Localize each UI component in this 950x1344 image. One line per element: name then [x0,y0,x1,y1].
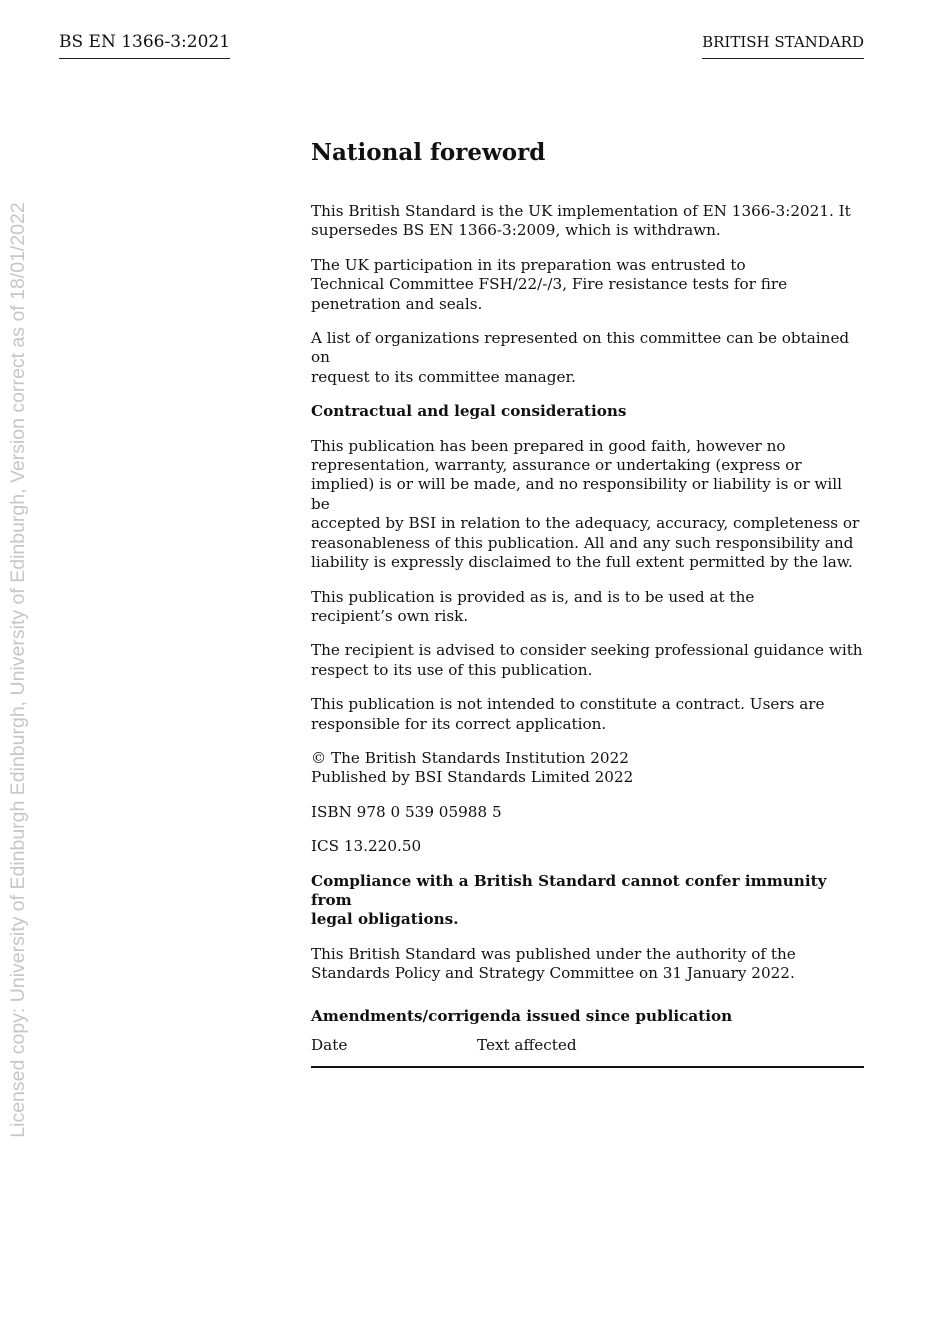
guidance-paragraph: The recipient is advised to consider seeking professional guidance with respect to its use of this publication. [311,641,863,679]
participation-paragraph: The UK participation in its preparation was entrusted to Technical Committee FSH/22/-/3, Fire resistance tests for fire penetration and seals. [311,255,788,313]
isbn-text: ISBN 978 0 539 05988 5 [311,802,502,821]
committee-paragraph: A list of organizations represented on this committee can be obtained on request to its committee manager. [311,329,850,386]
implementation-paragraph: This British Standard is the UK implementation of EN 1366-3:2021. It supersedes BS EN 1366-3:2009, which is withdrawn. [311,202,851,240]
amendments-date-header: Date [311,1036,348,1054]
contractual-heading: Contractual and legal considerations [311,402,627,421]
header-label: BRITISH STANDARD [702,31,864,59]
page-title: National foreword [311,139,546,166]
compliance-statement: Compliance with a British Standard cannot confer immunity from legal obligations. [311,871,827,929]
header-doc-ref: BS EN 1366-3:2021 [59,31,230,59]
contract-paragraph: This publication is not intended to constitute a contract. Users are responsible for its correct application. [311,695,825,733]
amendments-table [311,1036,864,1068]
risk-paragraph: This publication is provided as is, and is to be used at the recipient’s own risk. [311,587,755,625]
authority-paragraph: This British Standard was published under the authority of the Standards Policy and Strategy Committee on 31 January 2022. [311,944,796,983]
good-faith-paragraph: This publication has been prepared in good faith, however no representation, warranty, assurance or undertaking (express or implied) is or will be made, and no responsibility or liability is or will be accepted by BSI in relation to the adequacy, accuracy, completeness or reasonableness of this publication. All and any such responsibility and liability is expressly disclaimed to the full extent permitted by the law. [311,436,860,572]
amendments-text-header: Text affected [477,1036,577,1054]
copyright-text: © The British Standards Institution 2022 Published by BSI Standards Limited 2022 [311,748,634,787]
license-watermark: Licensed copy: University of Edinburgh Edinburgh, University of Edinburgh, Version correct as of 18/01/2022 [7,202,29,1138]
amendments-heading: Amendments/corrigenda issued since publication [311,1006,733,1025]
foreword-section [311,138,864,1068]
ics-text: ICS 13.220.50 [311,837,422,856]
